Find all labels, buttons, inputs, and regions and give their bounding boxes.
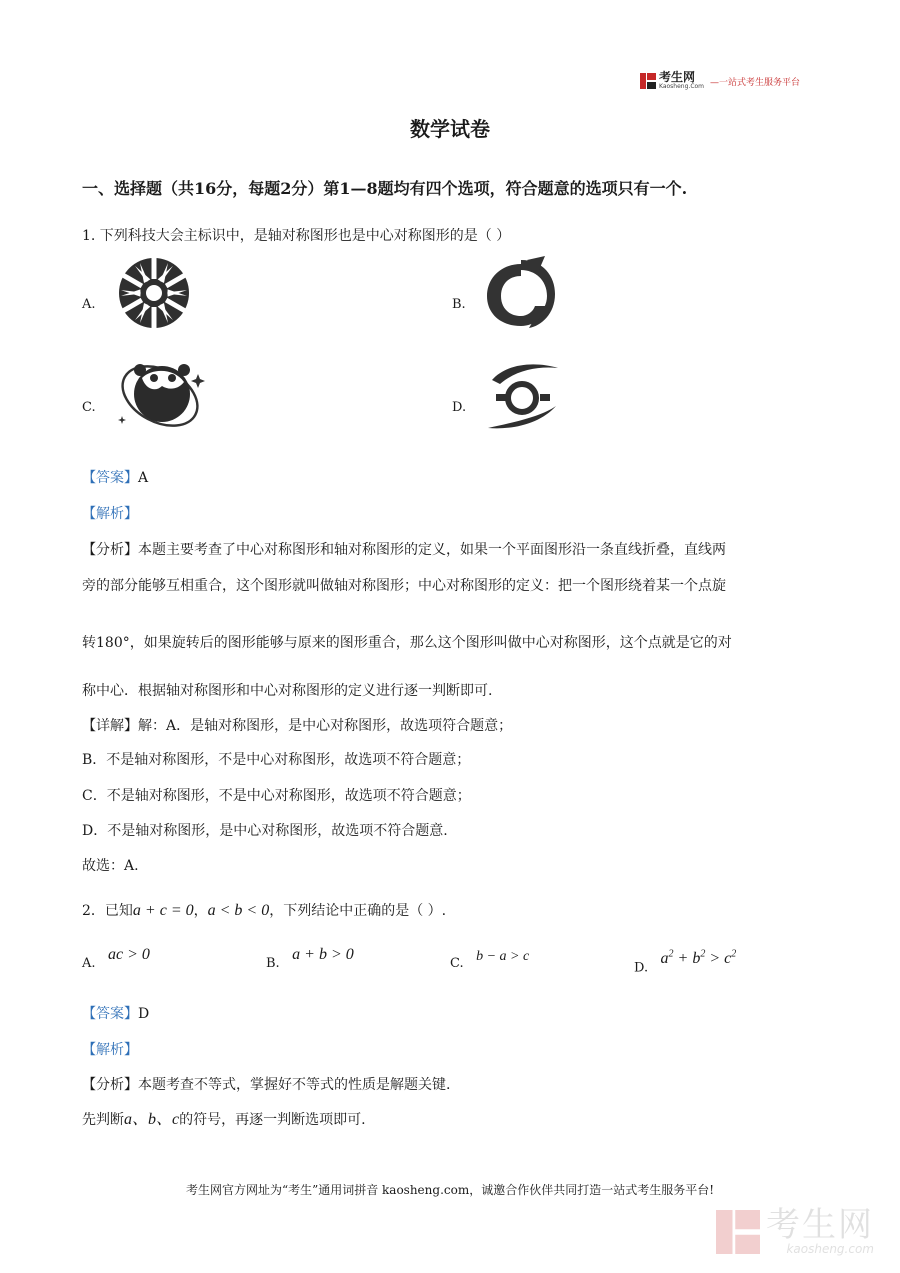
q2-hint: 先判断a、b、c的符号，再逐一判断选项即可. xyxy=(82,1111,366,1128)
q2-option-b: B. a + b > 0 xyxy=(266,946,354,971)
q1-fenxi-line-1: 【分析】本题主要考查了中心对称图形和轴对称图形的定义，如果一个平面图形沿一条直线折叠，直线两 xyxy=(82,542,726,558)
q2-analysis-tag: 【解析】 xyxy=(82,1042,138,1058)
q2-cond-1: a + c = 0 xyxy=(132,902,194,919)
q1-detail-line-1: 【详解】解：A．是轴对称图形，是中心对称图形，故选项符合题意； xyxy=(82,718,513,734)
q1-option-b-label: B. xyxy=(452,297,466,312)
q1-analysis-tag: 【解析】 xyxy=(82,506,138,522)
q1-fenxi-tag: 【分析】 xyxy=(82,542,138,558)
watermark-url: kaosheng.com xyxy=(786,1242,874,1256)
q2-answer-value: D xyxy=(138,1006,150,1022)
brand-name: 考生网 xyxy=(659,70,696,84)
q1-fenxi-line-4: 称中心．根据轴对称图形和中心对称图形的定义进行逐一判断即可. xyxy=(82,683,493,699)
wave-eye-logo-icon xyxy=(486,360,560,432)
q1-answer xyxy=(82,468,148,488)
q1-detail-tag: 【详解】 xyxy=(82,718,138,734)
page-footer: 考生网官方网址为“考生”通用词拼音 kaosheng.com，诚邀合作伙伴共同打造一站式考生服务平台! xyxy=(185,1183,715,1197)
q2-fenxi: 【分析】本题考查不等式，掌握好不等式的性质是解题关键. xyxy=(82,1077,451,1093)
q2-option-c: C. b − a > c xyxy=(450,949,530,971)
q1-option-c-label: C. xyxy=(82,400,96,415)
q1-choose: 故选：A. xyxy=(82,858,139,874)
q1-answer-value: A xyxy=(138,470,149,486)
q1-option-a-label: A. xyxy=(82,297,96,312)
page-title: 数学试卷 xyxy=(410,117,490,141)
brand-url: Kaosheng.Com xyxy=(659,83,705,90)
watermark xyxy=(716,1205,874,1256)
brand-slogan: —一站式考生服务平台 xyxy=(710,77,801,88)
q1-fenxi-line-3: 转180°，如果旋转后的图形能够与原来的图形重合，那么这个图形叫做中心对称图形，这个点就是它的对 xyxy=(82,635,732,651)
q2-cond-2: a < b < 0 xyxy=(207,902,270,919)
q1-detail-line-4: D．不是轴对称图形，是中心对称图形，故选项不符合题意. xyxy=(82,823,448,839)
q2-stem: 2．已知a + c = 0，a < b < 0，下列结论中正确的是（ ）. xyxy=(82,902,447,919)
q2-answer xyxy=(82,1004,149,1024)
q2-answer-tag: 【答案】 xyxy=(82,1006,138,1022)
q2-option-d-expr: $a^2 + b^2 > c^2$ xyxy=(660,949,737,968)
q2-option-a: A. ac > 0 xyxy=(82,946,150,971)
q1-stem: 1. 下列科技大会主标识中，是轴对称图形也是中心对称图形的是（ ） xyxy=(82,228,511,244)
swirl-ring-logo-icon xyxy=(483,256,559,330)
watermark-name: 考生网 xyxy=(766,1205,874,1245)
kaosheng-logo-icon xyxy=(640,73,656,89)
q2-option-d: D. $a^2 + b^2 > c^2$ xyxy=(634,949,737,976)
q1-detail-line-2: B．不是轴对称图形，不是中心对称图形，故选项不符合题意； xyxy=(82,752,471,768)
q1-answer-tag: 【答案】 xyxy=(82,470,138,486)
section-heading: 一、选择题（共16分，每题2分）第1—8题均有四个选项，符合题意的选项只有一个. xyxy=(82,179,688,198)
watermark-logo-icon xyxy=(716,1210,760,1254)
header-brand xyxy=(640,72,800,90)
q1-fenxi-line-2: 旁的部分能够互相重合，这个图形就叫做轴对称图形；中心对称图形的定义：把一个图形绕着某一个点旋 xyxy=(82,578,726,594)
snowflake-logo-icon xyxy=(117,256,191,330)
q1-detail-line-3: C．不是轴对称图形，不是中心对称图形，故选项不符合题意； xyxy=(82,788,471,804)
q1-option-d-label: D. xyxy=(452,400,467,415)
panda-orbit-logo-icon xyxy=(112,356,212,436)
